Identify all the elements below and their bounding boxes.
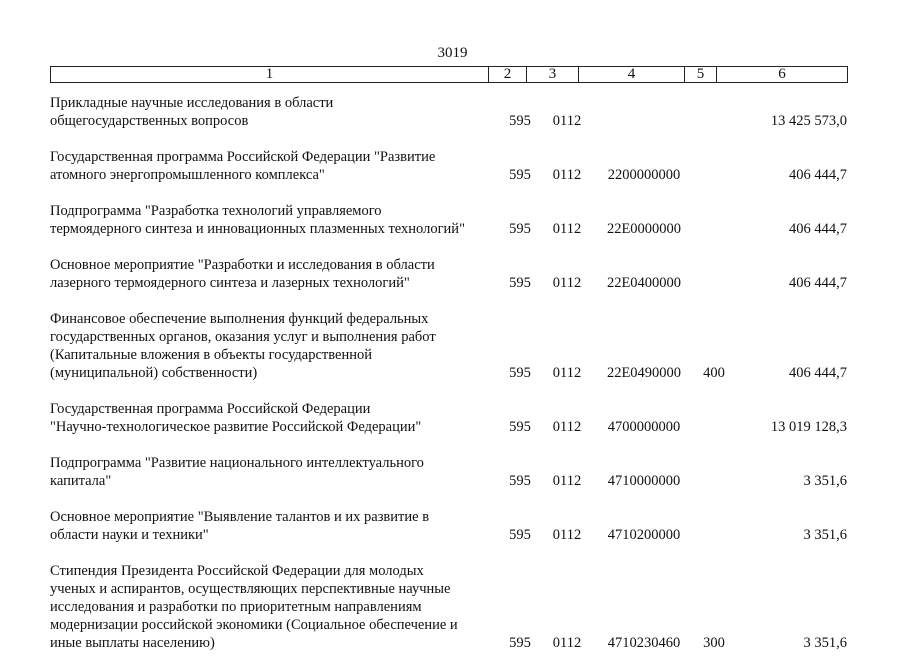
row-expense-type: 300	[703, 635, 725, 651]
row-name: Государственная программа Российской Федерации "Научно-технологическое развитие Российской Федерации"	[50, 401, 422, 435]
row-name: Прикладные научные исследования в области общегосударственных вопросов	[50, 95, 334, 129]
row-amount: 3 351,6	[803, 527, 847, 543]
row-amount: 3 351,6	[803, 635, 847, 651]
row-ministry-code: 595	[509, 275, 531, 291]
row-ministry-code: 595	[509, 221, 531, 237]
row-ministry-code: 595	[509, 419, 531, 435]
row-name: Подпрограмма "Развитие национального интеллектуального капитала"	[50, 455, 424, 489]
row-target-code: 22Е0000000	[606, 221, 682, 237]
row-amount: 13 425 573,0	[770, 113, 847, 129]
column-header-table	[50, 66, 848, 83]
row-name: Государственная программа Российской Федерации "Развитие атомного энергопромышленного комплекса"	[50, 149, 436, 183]
row-section-code: 0112	[552, 221, 582, 237]
row-name: Основное мероприятие "Выявление талантов и их развитие в области науки и техники"	[50, 509, 430, 543]
row-ministry-code: 595	[509, 365, 531, 381]
row-name: Финансовое обеспечение выполнения функций федеральных государственных органов, оказания услуг и выполнения работ (Капитальные вложения в объекты государственной (муниципальной) собственности)	[50, 311, 436, 381]
row-target-code: 22Е0400000	[606, 275, 682, 291]
page-number: 3019	[437, 45, 468, 61]
row-section-code: 0112	[552, 275, 582, 291]
row-amount: 406 444,7	[789, 275, 847, 291]
column-header-3: 3	[527, 67, 579, 83]
column-header-5: 5	[685, 67, 717, 83]
row-section-code: 0112	[552, 635, 582, 651]
column-header-2: 2	[489, 67, 527, 83]
budget-rows	[50, 94, 847, 670]
row-name: Подпрограмма "Разработка технологий управляемого термоядерного синтеза и инновационных плазменных технологий"	[50, 203, 465, 237]
row-ministry-code: 595	[509, 113, 531, 129]
row-section-code: 0112	[552, 527, 582, 543]
table-row	[50, 202, 847, 238]
row-section-code: 0112	[552, 113, 582, 129]
table-row	[50, 256, 847, 292]
column-header-row	[51, 67, 848, 83]
table-row	[50, 454, 847, 490]
row-target-code: 4710230460	[607, 635, 681, 651]
table-row	[50, 94, 847, 130]
row-target-code: 2200000000	[607, 167, 681, 183]
row-target-code: 4700000000	[607, 419, 681, 435]
row-section-code: 0112	[552, 473, 582, 489]
row-ministry-code: 595	[509, 473, 531, 489]
row-name: Стипендия Президента Российской Федерации для молодых ученых и аспирантов, осуществляющих перспективные научные исследования и разработки по приоритетным направлениям модернизации российской экономики (Социальное обеспечение и иные выплаты населению)	[50, 563, 458, 651]
row-target-code: 4710200000	[607, 527, 681, 543]
row-amount: 406 444,7	[789, 365, 847, 381]
table-row	[50, 148, 847, 184]
table-row	[50, 310, 847, 382]
row-amount: 3 351,6	[803, 473, 847, 489]
row-ministry-code: 595	[509, 167, 531, 183]
row-target-code: 4710000000	[607, 473, 681, 489]
row-target-code: 22Е0490000	[606, 365, 682, 381]
row-amount: 406 444,7	[789, 167, 847, 183]
row-expense-type: 400	[703, 365, 725, 381]
row-amount: 13 019 128,3	[770, 419, 847, 435]
row-section-code: 0112	[552, 167, 582, 183]
column-header-1: 1	[51, 67, 489, 83]
table-row	[50, 562, 847, 652]
row-amount: 406 444,7	[789, 221, 847, 237]
row-ministry-code: 595	[509, 635, 531, 651]
row-section-code: 0112	[552, 419, 582, 435]
column-header-6: 6	[717, 67, 848, 83]
table-row	[50, 400, 847, 436]
column-header-4: 4	[579, 67, 685, 83]
row-section-code: 0112	[552, 365, 582, 381]
row-name: Основное мероприятие "Разработки и исследования в области лазерного термоядерного синтеза и лазерных технологий"	[50, 257, 435, 291]
table-row	[50, 508, 847, 544]
row-ministry-code: 595	[509, 527, 531, 543]
